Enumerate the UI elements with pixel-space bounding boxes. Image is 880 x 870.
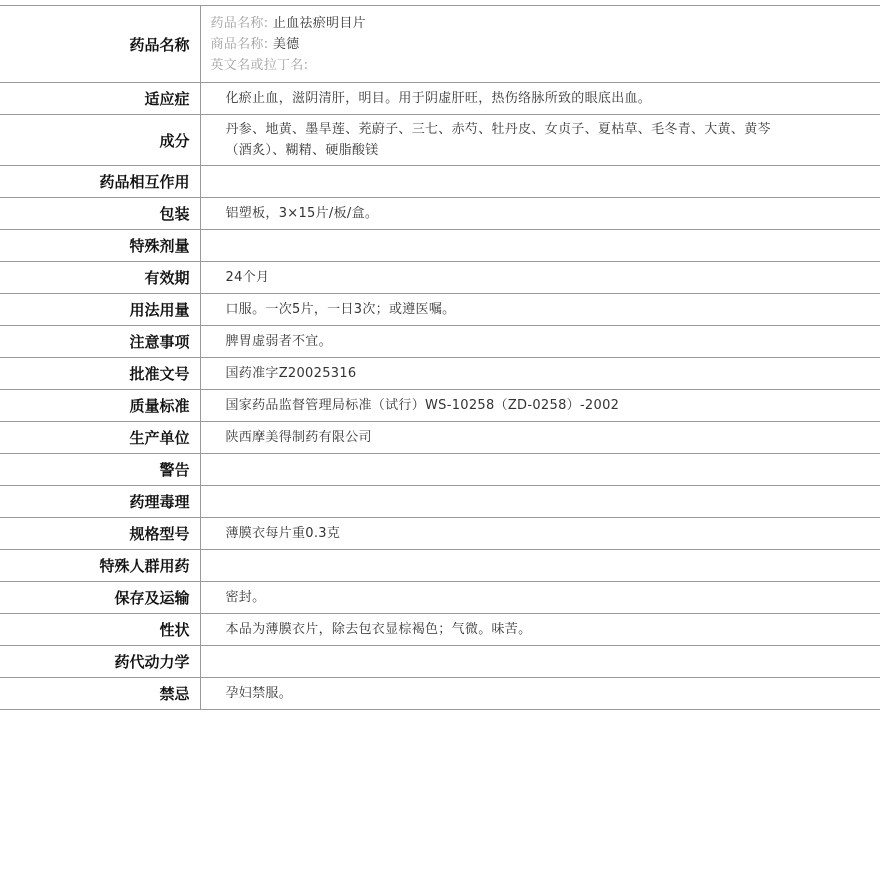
trade-name-key: 商品名称: — [210, 36, 269, 52]
row-manufacturer — [0, 422, 880, 454]
label-pharmacology: 药理毒理 — [0, 486, 200, 518]
trade-name-line — [211, 34, 791, 55]
row-ingredients — [0, 115, 880, 166]
value-approval-number: 国药准字Z20025316 — [200, 358, 880, 390]
value-pharmacology — [200, 486, 880, 518]
label-manufacturer: 生产单位 — [0, 422, 200, 454]
label-drug-name: 药品名称 — [0, 6, 200, 83]
row-shelf-life — [0, 262, 880, 294]
value-precautions: 脾胃虚弱者不宜。 — [200, 326, 880, 358]
row-special-populations — [0, 550, 880, 582]
label-warning: 警告 — [0, 454, 200, 486]
value-special-dosage — [200, 230, 880, 262]
value-usage-dosage: 口服。一次5片，一日3次；或遵医嘱。 — [200, 294, 880, 326]
english-name-key: 英文名或拉丁名: — [210, 57, 309, 73]
label-usage-dosage: 用法用量 — [0, 294, 200, 326]
value-warning — [200, 454, 880, 486]
row-precautions — [0, 326, 880, 358]
label-special-dosage: 特殊剂量 — [0, 230, 200, 262]
value-ingredients: 丹参、地黄、墨旱莲、茺蔚子、三七、赤芍、牡丹皮、女贞子、夏枯草、毛冬青、大黄、黄芩（酒炙）、糊精、硬脂酸镁 — [200, 115, 880, 166]
row-approval-number — [0, 358, 880, 390]
label-contraindications: 禁忌 — [0, 678, 200, 710]
value-drug-interactions — [200, 166, 880, 198]
value-quality-standard: 国家药品监督管理局标准（试行）WS-10258（ZD-0258）-2002 — [200, 390, 880, 422]
label-drug-interactions: 药品相互作用 — [0, 166, 200, 198]
row-storage — [0, 582, 880, 614]
row-indications — [0, 83, 880, 115]
label-indications: 适应症 — [0, 83, 200, 115]
value-manufacturer: 陕西摩美得制药有限公司 — [200, 422, 880, 454]
value-description: 本品为薄膜衣片，除去包衣显棕褐色；气微。味苦。 — [200, 614, 880, 646]
row-drug-interactions — [0, 166, 880, 198]
label-pharmacokinetics: 药代动力学 — [0, 646, 200, 678]
row-pharmacokinetics — [0, 646, 880, 678]
label-quality-standard: 质量标准 — [0, 390, 200, 422]
label-ingredients: 成分 — [0, 115, 200, 166]
row-contraindications — [0, 678, 880, 710]
value-shelf-life: 24个月 — [200, 262, 880, 294]
trade-name-value: 美德 — [272, 36, 300, 52]
english-name-line — [211, 55, 791, 76]
row-special-dosage — [0, 230, 880, 262]
value-packaging: 铝塑板，3×15片/板/盒。 — [200, 198, 880, 230]
row-packaging — [0, 198, 880, 230]
row-pharmacology — [0, 486, 880, 518]
label-description: 性状 — [0, 614, 200, 646]
value-pharmacokinetics — [200, 646, 880, 678]
row-drug-names — [0, 6, 880, 83]
label-shelf-life: 有效期 — [0, 262, 200, 294]
label-packaging: 包装 — [0, 198, 200, 230]
drug-name-key: 药品名称: — [210, 15, 269, 31]
value-indications: 化瘀止血，滋阴清肝，明目。用于阴虚肝旺，热伤络脉所致的眼底出血。 — [200, 83, 880, 115]
value-specification: 薄膜衣每片重0.3克 — [200, 518, 880, 550]
label-approval-number: 批准文号 — [0, 358, 200, 390]
label-specification: 规格型号 — [0, 518, 200, 550]
drug-name-value: 止血祛瘀明目片 — [272, 15, 366, 31]
row-description — [0, 614, 880, 646]
drug-name-line — [211, 13, 791, 34]
row-usage-dosage — [0, 294, 880, 326]
value-special-populations — [200, 550, 880, 582]
value-drug-names — [200, 6, 880, 83]
label-special-populations: 特殊人群用药 — [0, 550, 200, 582]
row-specification — [0, 518, 880, 550]
value-contraindications: 孕妇禁服。 — [200, 678, 880, 710]
label-storage: 保存及运输 — [0, 582, 200, 614]
row-warning — [0, 454, 880, 486]
value-storage: 密封。 — [200, 582, 880, 614]
drug-info-table — [0, 5, 880, 710]
label-precautions: 注意事项 — [0, 326, 200, 358]
row-quality-standard — [0, 390, 880, 422]
